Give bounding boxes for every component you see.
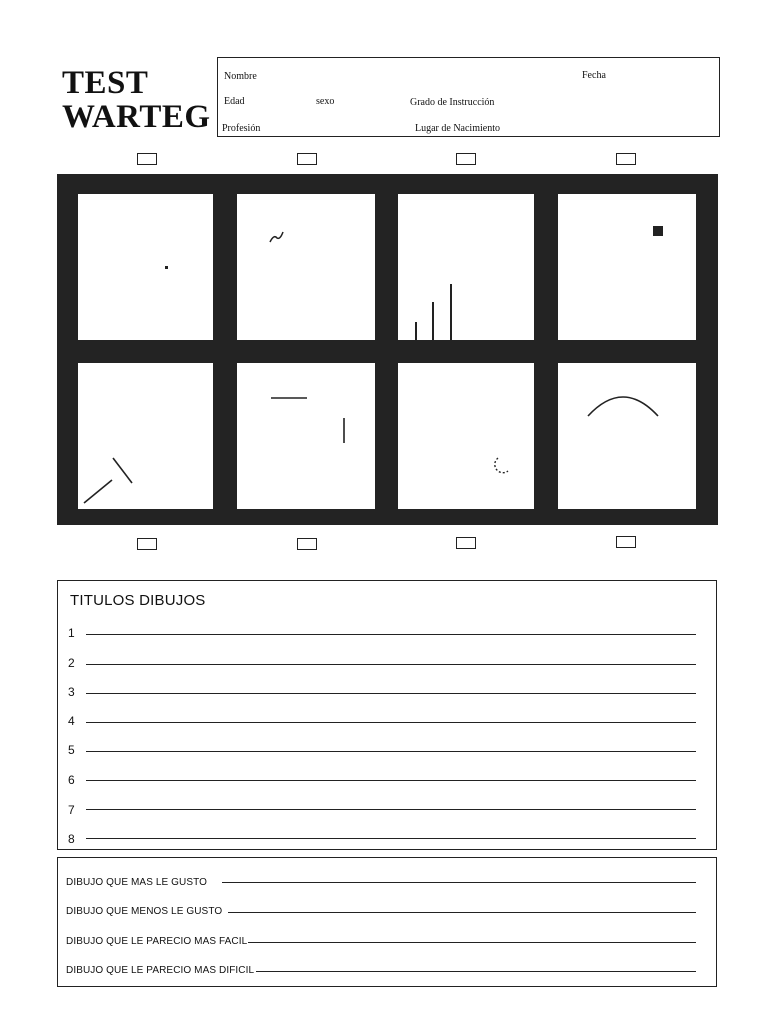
drawing-field-8[interactable]	[558, 363, 696, 509]
mas-dificil-label: DIBUJO QUE LE PARECIO MAS DIFICIL	[66, 965, 255, 976]
drawing-field-3[interactable]	[398, 194, 534, 340]
title-line-4-field[interactable]	[86, 722, 696, 723]
order-box-4[interactable]	[616, 153, 636, 165]
drawing-field-7[interactable]	[398, 363, 534, 509]
title-line-5-field[interactable]	[86, 751, 696, 752]
order-box-2[interactable]	[297, 153, 317, 165]
title-line-1-field[interactable]	[86, 634, 696, 635]
nombre-label: Nombre	[224, 71, 257, 82]
lugar-nacimiento-label: Lugar de Nacimiento	[415, 123, 500, 134]
mas-gusto-label: DIBUJO QUE MAS LE GUSTO	[66, 877, 208, 888]
stimulus-perpendicular-lines	[237, 363, 375, 509]
drawing-field-4[interactable]	[558, 194, 696, 340]
title-number-3: 3	[68, 685, 75, 699]
edad-label: Edad	[224, 96, 245, 107]
title-number-2: 2	[68, 656, 75, 670]
drawing-field-2[interactable]	[237, 194, 375, 340]
title-line-2: WARTEG	[62, 99, 211, 135]
grado-instruccion-label: Grado de Instrucción	[410, 97, 495, 108]
title-line-3-field[interactable]	[86, 693, 696, 694]
drawing-grid	[57, 174, 718, 525]
title-number-6: 6	[68, 773, 75, 787]
mas-facil-field[interactable]	[248, 942, 696, 943]
menos-gusto-label: DIBUJO QUE MENOS LE GUSTO	[66, 906, 223, 917]
order-box-6[interactable]	[297, 538, 317, 550]
title-number-7: 7	[68, 803, 75, 817]
title-number-5: 5	[68, 743, 75, 757]
title-line-2-field[interactable]	[86, 664, 696, 665]
order-box-7[interactable]	[456, 537, 476, 549]
stimulus-arc	[558, 363, 696, 509]
title-number-4: 4	[68, 714, 75, 728]
drawing-field-5[interactable]	[78, 363, 213, 509]
title-number-1: 1	[68, 626, 75, 640]
mas-gusto-field[interactable]	[222, 882, 696, 883]
title-number-8: 8	[68, 832, 75, 846]
order-box-1[interactable]	[137, 153, 157, 165]
stimulus-dot	[78, 194, 213, 340]
mas-dificil-field[interactable]	[256, 971, 696, 972]
drawing-field-1[interactable]	[78, 194, 213, 340]
titles-heading: TITULOS DIBUJOS	[70, 592, 206, 609]
menos-gusto-field[interactable]	[228, 912, 696, 913]
title-line-8-field[interactable]	[86, 838, 696, 839]
stimulus-black-square	[558, 194, 696, 340]
title-line-6-field[interactable]	[86, 780, 696, 781]
drawing-field-6[interactable]	[237, 363, 375, 509]
fecha-label: Fecha	[582, 70, 606, 81]
stimulus-diagonal-lines	[78, 363, 213, 509]
order-box-3[interactable]	[456, 153, 476, 165]
profesion-label: Profesión	[222, 123, 261, 134]
order-box-5[interactable]	[137, 538, 157, 550]
mas-facil-label: DIBUJO QUE LE PARECIO MAS FACIL	[66, 936, 248, 947]
stimulus-wavy-line	[237, 194, 375, 340]
stimulus-dotted-arc	[398, 363, 534, 509]
test-title	[62, 66, 211, 134]
stimulus-three-lines	[398, 194, 534, 340]
sexo-label: sexo	[316, 96, 335, 107]
order-box-8[interactable]	[616, 536, 636, 548]
title-line-7-field[interactable]	[86, 809, 696, 810]
title-line-1: TEST	[62, 65, 149, 101]
